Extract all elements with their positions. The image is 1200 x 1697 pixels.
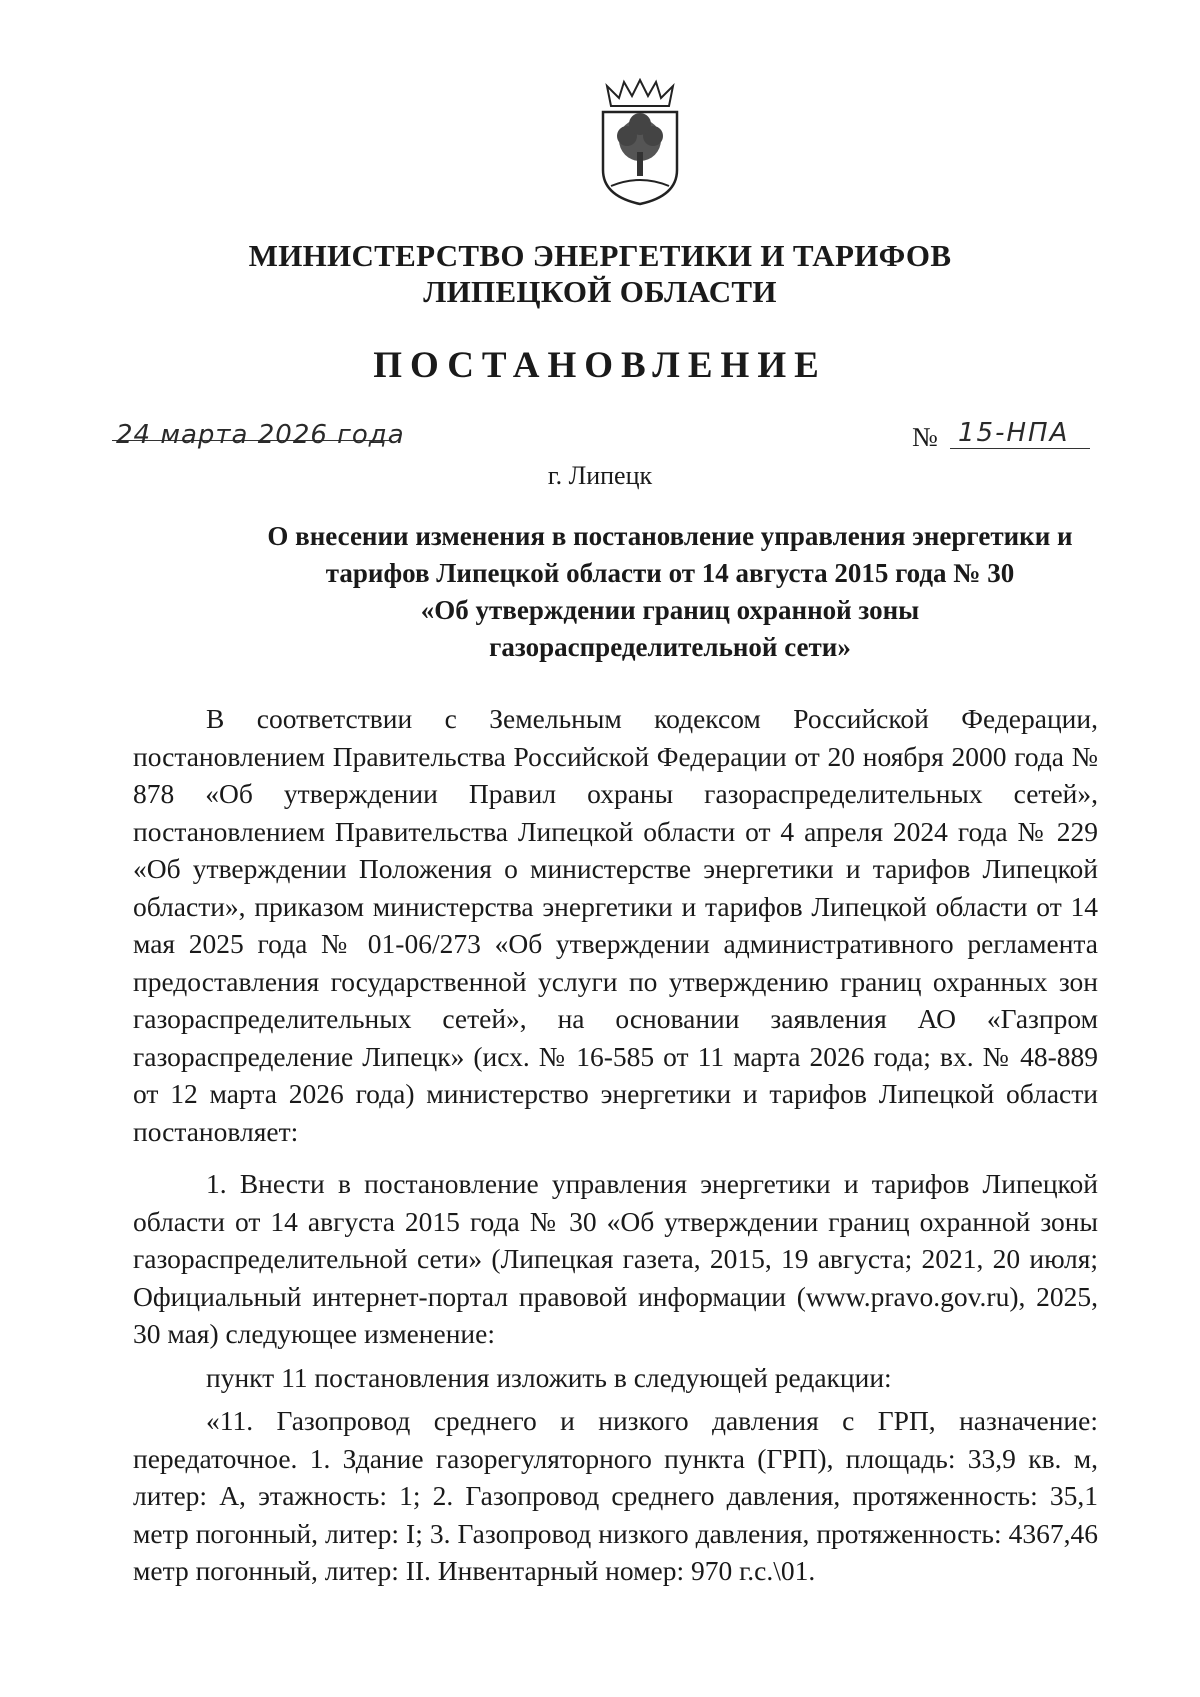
document-type-title: ПОСТАНОВЛЕНИЕ bbox=[373, 345, 827, 386]
ministry-name-line2: ЛИПЕЦКОЙ ОБЛАСТИ bbox=[423, 274, 777, 309]
subject-line: «Об утверждении границ охранной зоны bbox=[420, 595, 920, 625]
item-1-sub-paragraph: пункт 11 постановления изложить в следующей редакции: bbox=[206, 1361, 892, 1393]
city-name: г. Липецк bbox=[547, 461, 653, 490]
ministry-name-line1: МИНИСТЕРСТВО ЭНЕРГЕТИКИ И ТАРИФОВ bbox=[248, 238, 952, 273]
subject-line: О внесении изменения в постановление управления энергетики и bbox=[267, 521, 1073, 551]
number-label: № bbox=[912, 422, 938, 452]
number-underline bbox=[950, 448, 1090, 449]
document-body bbox=[133, 700, 1098, 1605]
coat-of-arms-icon bbox=[597, 78, 683, 208]
item-11-paragraph: «11. Газопровод среднего и низкого давления с ГРП, назначение: передаточное. 1. Здание газорегуляторного пункта (ГРП), площадь: 33,9 кв. м, литер: А, этажность: 1; 2. Газопровод среднего давления, протяженность: 35,1 метр погонный, литер: I; 3. Газопровод низкого давления, протяженность: 4367,46 метр погонный, литер: II. Инвентарный номер: 970 г.с.\01. bbox=[133, 1405, 1098, 1586]
document-subject bbox=[230, 518, 1110, 666]
preamble-paragraph: В соответствии с Земельным кодексом Российской Федерации, постановлением Правительства Российской Федерации от 20 ноября 2000 года № 878 «Об утверждении Правил охраны газораспределительных сетей», постановлением Правительства Липецкой области от 4 апреля 2024 года № 229 «Об утверждении Положения о министерстве энергетики и тарифов Липецкой области», приказом министерства энергетики и тарифов Липецкой области от 14 мая 2025 года № 01-06/273 «Об утверждении административного регламента предоставления государственной услуги по утверждению границ охранных зон газораспределительных сетей», на основании заявления АО «Газпром газораспределение Липецк» (исх. № 16-585 от 11 марта 2026 года; вх. № 48-889 от 12 марта 2026 года) министерство энергетики и тарифов Липецкой области постановляет: bbox=[133, 703, 1098, 1147]
subject-line: газораспределительной сети» bbox=[489, 632, 851, 662]
handwritten-date: 24 марта 2026 года bbox=[116, 420, 405, 450]
handwritten-number: 15-НПА bbox=[958, 418, 1070, 448]
item-1-paragraph: 1. Внести в постановление управления энергетики и тарифов Липецкой области от 14 августа 2015 года № 30 «Об утверждении границ охранной зоны газораспределительной сети» (Липецкая газета, 2015, 19 августа; 2021, 20 июля; Официальный интернет-портал правовой информации (www.pravo.gov.ru), 2025, 30 мая) следующее изменение: bbox=[133, 1168, 1098, 1349]
subject-line: тарифов Липецкой области от 14 августа 2015 года № 30 bbox=[325, 558, 1015, 588]
